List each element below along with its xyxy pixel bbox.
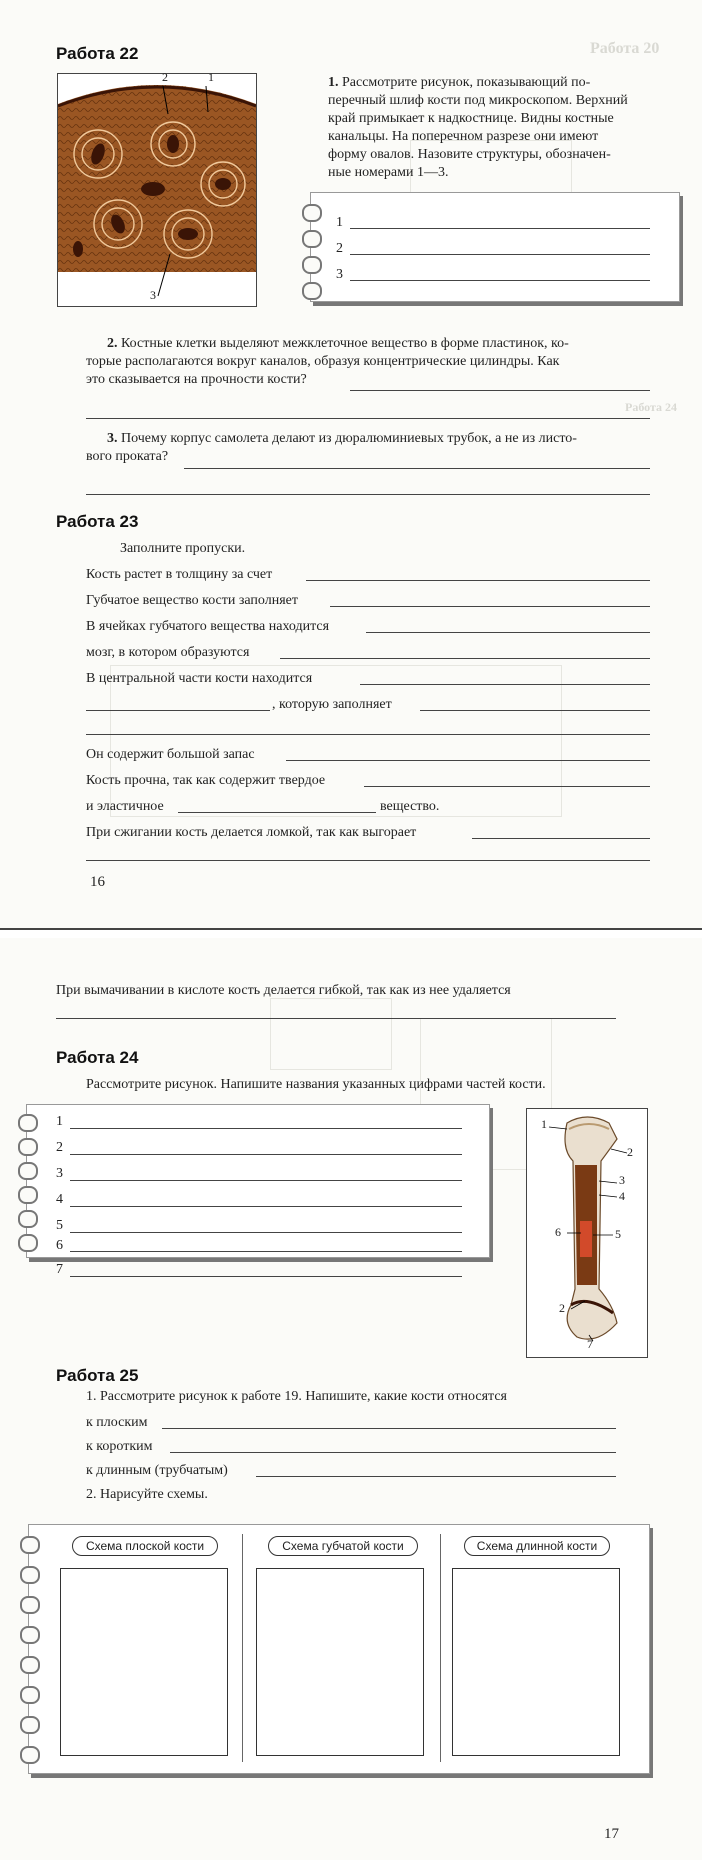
answer-line-1[interactable] xyxy=(70,1128,462,1129)
fill-line[interactable] xyxy=(170,1452,616,1453)
notebook-ring xyxy=(302,204,322,222)
work25-row-long: к длинным (трубчатым) xyxy=(86,1463,228,1478)
notebook-ring xyxy=(302,282,322,300)
notebook-ring xyxy=(20,1536,40,1554)
long-bone-figure xyxy=(526,1108,648,1358)
task1-line: Рассмотрите рисунок, показывающий по- xyxy=(342,75,591,90)
fill-line[interactable] xyxy=(306,580,650,581)
answer-num-7: 7 xyxy=(56,1262,63,1277)
answer-num-2: 2 xyxy=(336,241,343,256)
micrograph-label-3: 3 xyxy=(150,288,156,302)
schema-long-label: Схема длинной кости xyxy=(464,1536,610,1556)
schema-long-drawing-area[interactable] xyxy=(452,1568,620,1756)
answer-num-1: 1 xyxy=(336,215,343,230)
fill-line[interactable] xyxy=(56,1018,616,1019)
ghost-figure xyxy=(270,998,392,1070)
task3-line: Почему корпус самолета делают из дюралюминиевых трубок, а не из листо- xyxy=(121,431,577,446)
work23-item: , которую заполняет xyxy=(272,697,392,712)
work22-task2 xyxy=(86,335,651,389)
task1-line: канальцы. На поперечном разрезе они имеют xyxy=(328,129,599,144)
work23-item: В центральной части кости находится xyxy=(86,671,313,686)
work23-item: вещество. xyxy=(380,799,440,814)
fill-line[interactable] xyxy=(178,812,376,813)
work22-answer-notebook xyxy=(310,192,680,302)
notebook-ring xyxy=(20,1626,40,1644)
notebook-ring xyxy=(18,1210,38,1228)
answer-line-1[interactable] xyxy=(350,228,650,229)
work23-item: При сжигании кость делается ломкой, так как выгорает xyxy=(86,825,417,840)
work22-title: Работа 22 xyxy=(56,44,139,63)
schema-divider xyxy=(440,1534,441,1762)
task2-answer-line[interactable] xyxy=(86,418,650,419)
work25-task2: 2. Нарисуйте схемы. xyxy=(86,1487,208,1502)
fill-line[interactable] xyxy=(330,606,650,607)
task2-line: Костные клетки выделяют межклеточное вещество в форме пластинок, ко- xyxy=(121,336,569,351)
task2-answer-line[interactable] xyxy=(350,390,650,391)
work23-item: Он содержит большой запас xyxy=(86,747,255,762)
bone-label-3: 3 xyxy=(619,1173,625,1187)
schema-flat-drawing-area[interactable] xyxy=(60,1568,228,1756)
schema-divider xyxy=(242,1534,243,1762)
fill-line[interactable] xyxy=(162,1428,616,1429)
micrograph-label-2: 2 xyxy=(162,70,168,84)
fill-line[interactable] xyxy=(364,786,650,787)
page-17 xyxy=(0,938,702,1860)
notebook-ring xyxy=(20,1716,40,1734)
work23-item: мозг, в котором образуются xyxy=(86,645,250,660)
answer-num-6: 6 xyxy=(56,1238,63,1253)
notebook-ring xyxy=(302,230,322,248)
work24-intro: Рассмотрите рисунок. Напишите названия указанных цифрами частей кости. xyxy=(86,1077,546,1092)
task3-answer-line[interactable] xyxy=(184,468,650,469)
page-number: 17 xyxy=(604,1826,619,1842)
task1-line: край примыкает к надкостнице. Видны костные xyxy=(328,111,614,126)
task1-line: форму овалов. Назовите структуры, обозначен- xyxy=(328,147,611,162)
bone-label-1: 1 xyxy=(541,1117,547,1131)
work23-item: Кость прочна, так как содержит твердое xyxy=(86,773,326,788)
answer-num-5: 5 xyxy=(56,1218,63,1233)
notebook-ring xyxy=(20,1746,40,1764)
fill-line[interactable] xyxy=(360,684,650,685)
answer-num-4: 4 xyxy=(56,1192,63,1207)
ghost-side: Работа 24 xyxy=(625,400,678,414)
fill-line[interactable] xyxy=(86,710,270,711)
work25-row-flat: к плоским xyxy=(86,1415,148,1430)
work25-title: Работа 25 xyxy=(56,1366,139,1385)
bone-label-7: 7 xyxy=(587,1337,593,1351)
notebook-ring xyxy=(302,256,322,274)
fill-line[interactable] xyxy=(420,710,650,711)
work23-item: и эластичное xyxy=(86,799,164,814)
task3-line: вого проката? xyxy=(86,449,169,464)
answer-num-2: 2 xyxy=(56,1140,63,1155)
answer-line-3[interactable] xyxy=(70,1180,462,1181)
bone-label-4: 4 xyxy=(619,1189,625,1203)
bone-micrograph xyxy=(57,70,257,307)
ghost-header: Работа 20 xyxy=(590,40,660,57)
work22-task1 xyxy=(328,74,648,182)
notebook-ring xyxy=(18,1138,38,1156)
bone-label-5: 5 xyxy=(615,1227,621,1241)
answer-num-1: 1 xyxy=(56,1114,63,1129)
task1-number: 1. xyxy=(328,75,339,90)
task3-number: 3. xyxy=(107,431,118,446)
answer-line-4[interactable] xyxy=(70,1206,462,1207)
notebook-ring xyxy=(18,1234,38,1252)
work23-intro: Заполните пропуски. xyxy=(120,541,246,556)
work23-item: Губчатое вещество кости заполняет xyxy=(86,593,298,608)
answer-line-3[interactable] xyxy=(350,280,650,281)
bone-label-2: 2 xyxy=(627,1145,633,1159)
notebook-ring xyxy=(20,1596,40,1614)
task2-number: 2. xyxy=(107,336,118,351)
fill-line[interactable] xyxy=(86,860,650,861)
page-number: 16 xyxy=(90,874,105,890)
answer-line-2[interactable] xyxy=(350,254,650,255)
bone-label-2-lower: 2 xyxy=(559,1301,565,1315)
answer-line-5[interactable] xyxy=(70,1232,462,1233)
notebook-ring xyxy=(20,1686,40,1704)
bone-micrograph-svg xyxy=(58,74,256,306)
answer-num-3: 3 xyxy=(56,1166,63,1181)
work25-row-short: к коротким xyxy=(86,1439,153,1454)
notebook-ring xyxy=(18,1162,38,1180)
task1-line: перечный шлиф кости под микроскопом. Верхний xyxy=(328,93,628,108)
answer-line-2[interactable] xyxy=(70,1154,462,1155)
schema-flat-label: Схема плоской кости xyxy=(72,1536,218,1556)
fill-line[interactable] xyxy=(366,632,650,633)
fill-line[interactable] xyxy=(256,1476,616,1477)
top-text: При вымачивании в кислоте кость делается гибкой, так как из нее удаляется xyxy=(56,983,511,998)
task2-line: торые располагаются вокруг каналов, образуя концентрические цилиндры. Как xyxy=(86,354,560,369)
work24-title: Работа 24 xyxy=(56,1048,139,1067)
answer-line-6[interactable] xyxy=(70,1251,462,1252)
work23-item: В ячейках губчатого вещества находится xyxy=(86,619,330,634)
answer-line-7[interactable] xyxy=(70,1276,462,1277)
work25-task1: 1. Рассмотрите рисунок к работе 19. Напишите, какие кости относятся xyxy=(86,1389,507,1404)
schema-spongy-label: Схема губчатой кости xyxy=(268,1536,418,1556)
task1-line: ные номерами 1—3. xyxy=(328,165,449,180)
work22-task3 xyxy=(86,430,651,466)
fill-line[interactable] xyxy=(280,658,650,659)
notebook-ring xyxy=(18,1186,38,1204)
task2-line: это сказывается на прочности кости? xyxy=(86,372,307,387)
work23-item: Кость растет в толщину за счет xyxy=(86,567,273,582)
fill-line[interactable] xyxy=(472,838,650,839)
notebook-ring xyxy=(20,1566,40,1584)
fill-line[interactable] xyxy=(286,760,650,761)
bone-label-6: 6 xyxy=(555,1225,561,1239)
notebook-ring xyxy=(18,1114,38,1132)
answer-num-3: 3 xyxy=(336,267,343,282)
schema-spongy-drawing-area[interactable] xyxy=(256,1568,424,1756)
micrograph-label-1: 1 xyxy=(208,70,214,84)
work23-title: Работа 23 xyxy=(56,512,139,531)
notebook-ring xyxy=(20,1656,40,1674)
task3-answer-line[interactable] xyxy=(86,494,650,495)
fill-line[interactable] xyxy=(86,734,650,735)
